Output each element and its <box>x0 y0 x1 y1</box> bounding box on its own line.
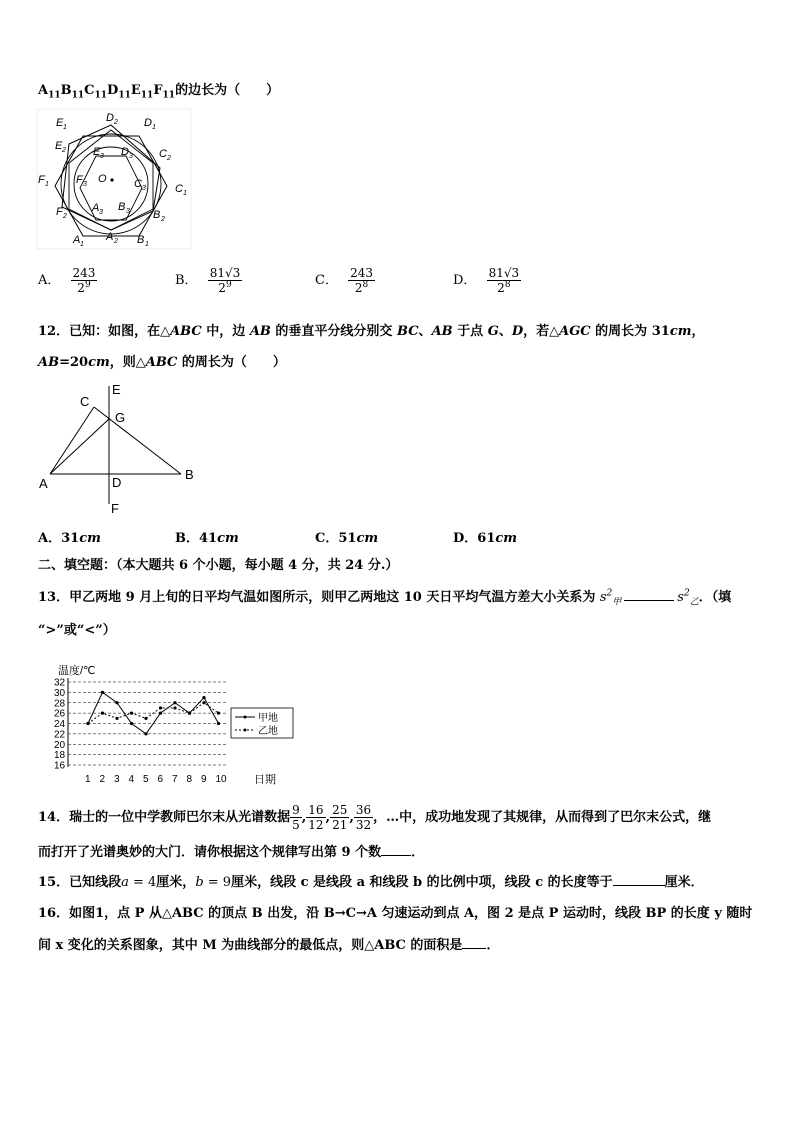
chart-y-tick: 20 <box>54 739 66 751</box>
chart-x-tick: 7 <box>172 774 178 785</box>
chart-point <box>217 722 220 725</box>
chart-x-tick: 10 <box>215 774 227 785</box>
q11-prompt: $A_{11}B_{11}C_{11}D_{11}E_{11}F_{11}$的边长为（ ） <box>38 83 280 101</box>
svg-text:1: 1 <box>63 124 67 131</box>
svg-text:3: 3 <box>129 153 133 160</box>
chart-point <box>130 722 133 725</box>
chart-x-tick: 4 <box>128 774 135 785</box>
q11-hexagon-figure <box>36 108 192 250</box>
svg-text:2: 2 <box>161 216 165 223</box>
q11-label-B1: B <box>137 234 145 246</box>
section2-title: 二、填空题：（本大题共 6 个小题，每小题 4 分，共 24 分.） <box>38 558 399 573</box>
chart-y-tick: 16 <box>54 760 66 772</box>
chart-legend-marker <box>244 729 247 732</box>
chart-point <box>188 712 191 715</box>
q11-label-D2: D <box>106 112 114 124</box>
q12-triangle-figure <box>36 382 206 516</box>
chart-x-tick: 5 <box>143 774 149 785</box>
q11-label-D1: D <box>144 117 152 129</box>
chart-point <box>159 706 162 709</box>
q15-answer-blank[interactable] <box>613 873 665 886</box>
q12-option-a[interactable]: A．31cm <box>38 531 101 546</box>
q11-label-E2: E <box>55 140 63 152</box>
svg-text:1: 1 <box>183 190 187 197</box>
q14-line2: 而打开了光谱奥妙的大门．请你根据这个规律写出第 9 个数 ． <box>38 845 425 860</box>
chart-x-tick: 1 <box>85 774 91 785</box>
q11-label-D3: D <box>121 146 129 158</box>
chart-y-tick: 30 <box>54 687 66 699</box>
chart-point <box>217 712 220 715</box>
chart-legend-label: 甲地 <box>258 713 278 724</box>
chart-y-tick: 22 <box>54 729 66 741</box>
chart-point <box>202 696 205 699</box>
chart-point <box>101 712 104 715</box>
q11-option-a[interactable]: A． $\frac{243}{2^9}$ <box>38 266 96 295</box>
svg-text:2: 2 <box>63 213 67 220</box>
svg-text:3: 3 <box>126 208 130 215</box>
svg-text:1: 1 <box>152 124 156 131</box>
q11-label-E1: E <box>56 117 64 129</box>
q11-label-A3: A <box>92 202 100 214</box>
chart-point <box>101 691 104 694</box>
chart-x-tick: 8 <box>186 774 193 785</box>
svg-text:2: 2 <box>114 119 118 126</box>
chart-point <box>173 706 176 709</box>
chart-y-tick: 28 <box>54 698 66 710</box>
q14-line1: 14．瑞士的一位中学教师巴尔末从光谱数据 $\frac{9}{5}$ , $\frac{16}{12}$ , $\frac{25}{21}$ , $\frac{36}{32}$ ，…中，成功地发现了其规律，从而得到了巴尔末公式，继 <box>38 803 712 832</box>
svg-text:3: 3 <box>142 185 146 192</box>
chart-point <box>115 717 118 720</box>
q11-label-A2: A <box>106 231 114 243</box>
q11-label-A1: A <box>73 234 81 246</box>
chart-point <box>202 701 205 704</box>
chart-point <box>144 717 147 720</box>
q12-label-F: F <box>111 501 119 516</box>
q12-label-A: A <box>39 476 48 491</box>
svg-text:2: 2 <box>114 238 118 245</box>
svg-text:1: 1 <box>45 181 49 188</box>
q12-line2: AB=20cm，则△ABC 的周长为（ ） <box>38 355 286 370</box>
q11-label-B3: B <box>118 201 126 213</box>
q11-label-F2: F <box>56 206 63 218</box>
q11-label-C1: C <box>175 183 183 195</box>
q11-vertex-list: $A_{11}B_{11}C_{11}D_{11}E_{11}F_{11}$ <box>38 83 176 101</box>
q16-line1: 16．如图1，点 P 从△ABC 的顶点 B 出发，沿 B→C→A 匀速运动到点 A，图 2 是点 P 运动时，线段 BP 的长度 y 随时 <box>38 906 753 921</box>
q13-temperature-chart <box>36 660 306 786</box>
q15-line: 15．已知线段a = 4厘米，b = 9厘米，线段 c 是线段 a 和线段 b 的比例中项，线段 c 的长度等于 厘米． <box>38 875 704 890</box>
q16-line2: 间 x 变化的关系图象，其中 M 为曲线部分的最低点，则△ABC 的面积是 ． <box>38 938 500 953</box>
chart-y-tick: 32 <box>54 677 66 689</box>
q16-answer-blank[interactable] <box>462 936 486 949</box>
q12-label-G: G <box>115 410 126 425</box>
chart-x-tick: 3 <box>114 774 120 785</box>
chart-point <box>144 732 147 735</box>
svg-text:3: 3 <box>99 209 103 216</box>
chart-point <box>173 701 176 704</box>
chart-legend-marker <box>244 716 247 719</box>
chart-y-tick: 24 <box>54 719 66 730</box>
q12-label-E: E <box>112 382 121 397</box>
q12-label-C: C <box>80 394 90 409</box>
q11-option-b[interactable]: B． $\frac{81√3}{2^9}$ <box>175 266 241 295</box>
q12-option-b[interactable]: B．41cm <box>175 531 239 546</box>
chart-point <box>86 722 89 725</box>
svg-text:2: 2 <box>167 155 171 162</box>
svg-text:2: 2 <box>62 147 66 154</box>
chart-point <box>130 712 133 715</box>
svg-text:3: 3 <box>83 181 87 188</box>
q12-line1: 12．已知：如图，在△ABC 中，边 AB 的垂直平分线分别交 BC、AB 于点 G、D，若△AGC 的周长为 31cm， <box>38 324 705 339</box>
q11-label-E3: E <box>93 146 101 158</box>
q12-label-D: D <box>112 475 122 490</box>
chart-x-tick: 9 <box>201 774 207 785</box>
q11-option-c[interactable]: C． $\frac{243}{2^8}$ <box>315 266 373 295</box>
svg-text:1: 1 <box>145 241 149 248</box>
q13-answer-blank[interactable] <box>624 588 674 601</box>
chart-point <box>159 712 162 715</box>
q12-option-c[interactable]: C．51cm <box>315 531 379 546</box>
svg-text:3: 3 <box>100 153 104 160</box>
chart-ylabel: 温度/℃ <box>58 665 96 677</box>
q11-label-O: O <box>98 173 107 185</box>
chart-xlabel: 日期 <box>254 774 276 786</box>
q13-line2: “>”或“<”） <box>38 623 116 638</box>
q11-label-F3: F <box>76 174 83 186</box>
chart-y-tick: 18 <box>54 750 66 762</box>
chart-x-tick: 6 <box>157 774 164 785</box>
chart-legend-label: 乙地 <box>258 726 278 737</box>
chart-x-tick: 2 <box>99 774 106 785</box>
q11-label-C3: C <box>134 178 142 190</box>
q13-line1: 13．甲乙两地 9 月上旬的日平均气温如图所示，则甲乙两地这 10 天日平均气温方差大小关系为 $s^2_甲$ $s^2_乙$．（填 <box>38 588 732 608</box>
q14-answer-blank[interactable] <box>381 843 411 856</box>
q11-option-d[interactable]: D． $\frac{81√3}{2^8}$ <box>453 266 520 295</box>
chart-point <box>115 701 118 704</box>
q11-label-C2: C <box>159 148 167 160</box>
svg-text:1: 1 <box>80 241 84 248</box>
chart-y-tick: 26 <box>54 708 66 720</box>
q12-label-B: B <box>185 467 194 482</box>
q11-label-B2: B <box>153 209 161 221</box>
q12-option-d[interactable]: D．61cm <box>453 531 518 546</box>
q11-label-F1: F <box>38 174 45 186</box>
